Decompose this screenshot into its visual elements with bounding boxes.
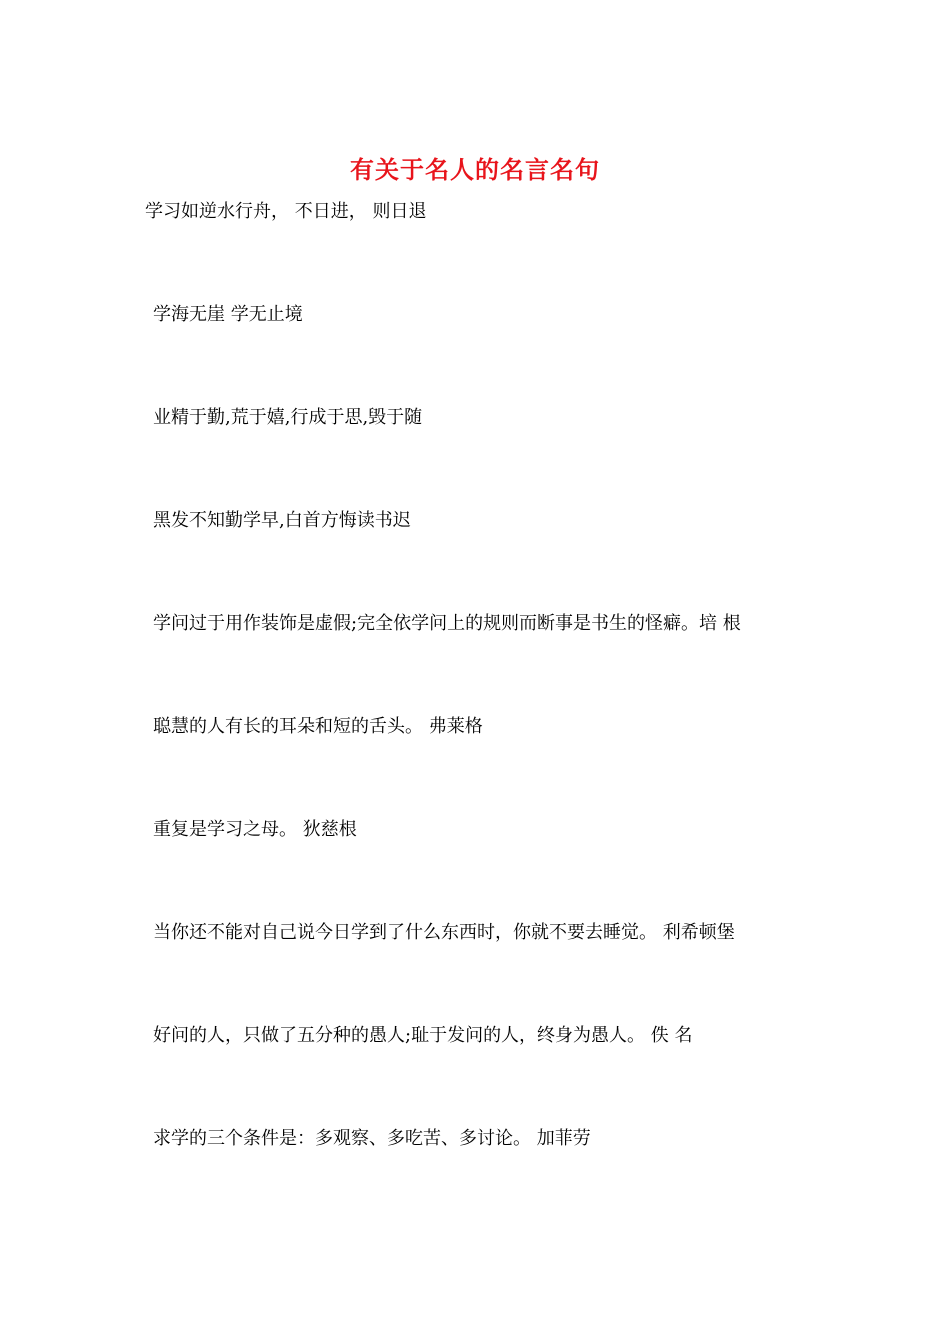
quote-line: 聪慧的人有长的耳朵和短的舌头。 弗莱格 [153,716,483,737]
quote-line: 学海无崖 学无止境 [153,304,303,325]
quote-line: 学习如逆水行舟， 不日进， 则日退 [145,201,427,222]
quote-line: 求学的三个条件是：多观察、多吃苦、多讨论。 加菲劳 [153,1128,591,1149]
quote-line: 当你还不能对自己说今日学到了什么东西时，你就不要去睡觉。 利希顿堡 [153,922,735,943]
quote-line: 好问的人，只做了五分种的愚人;耻于发问的人，终身为愚人。 佚 名 [153,1025,693,1046]
quote-line: 业精于勤,荒于嬉,行成于思,毁于随 [153,407,423,428]
quote-line: 黑发不知勤学早,白首方悔读书迟 [153,510,411,531]
quote-line: 学问过于用作装饰是虚假;完全依学问上的规则而断事是书生的怪癖。培 根 [153,613,741,634]
page-title: 有关于名人的名言名句 [350,155,600,184]
quote-line: 重复是学习之母。 狄慈根 [153,819,357,840]
